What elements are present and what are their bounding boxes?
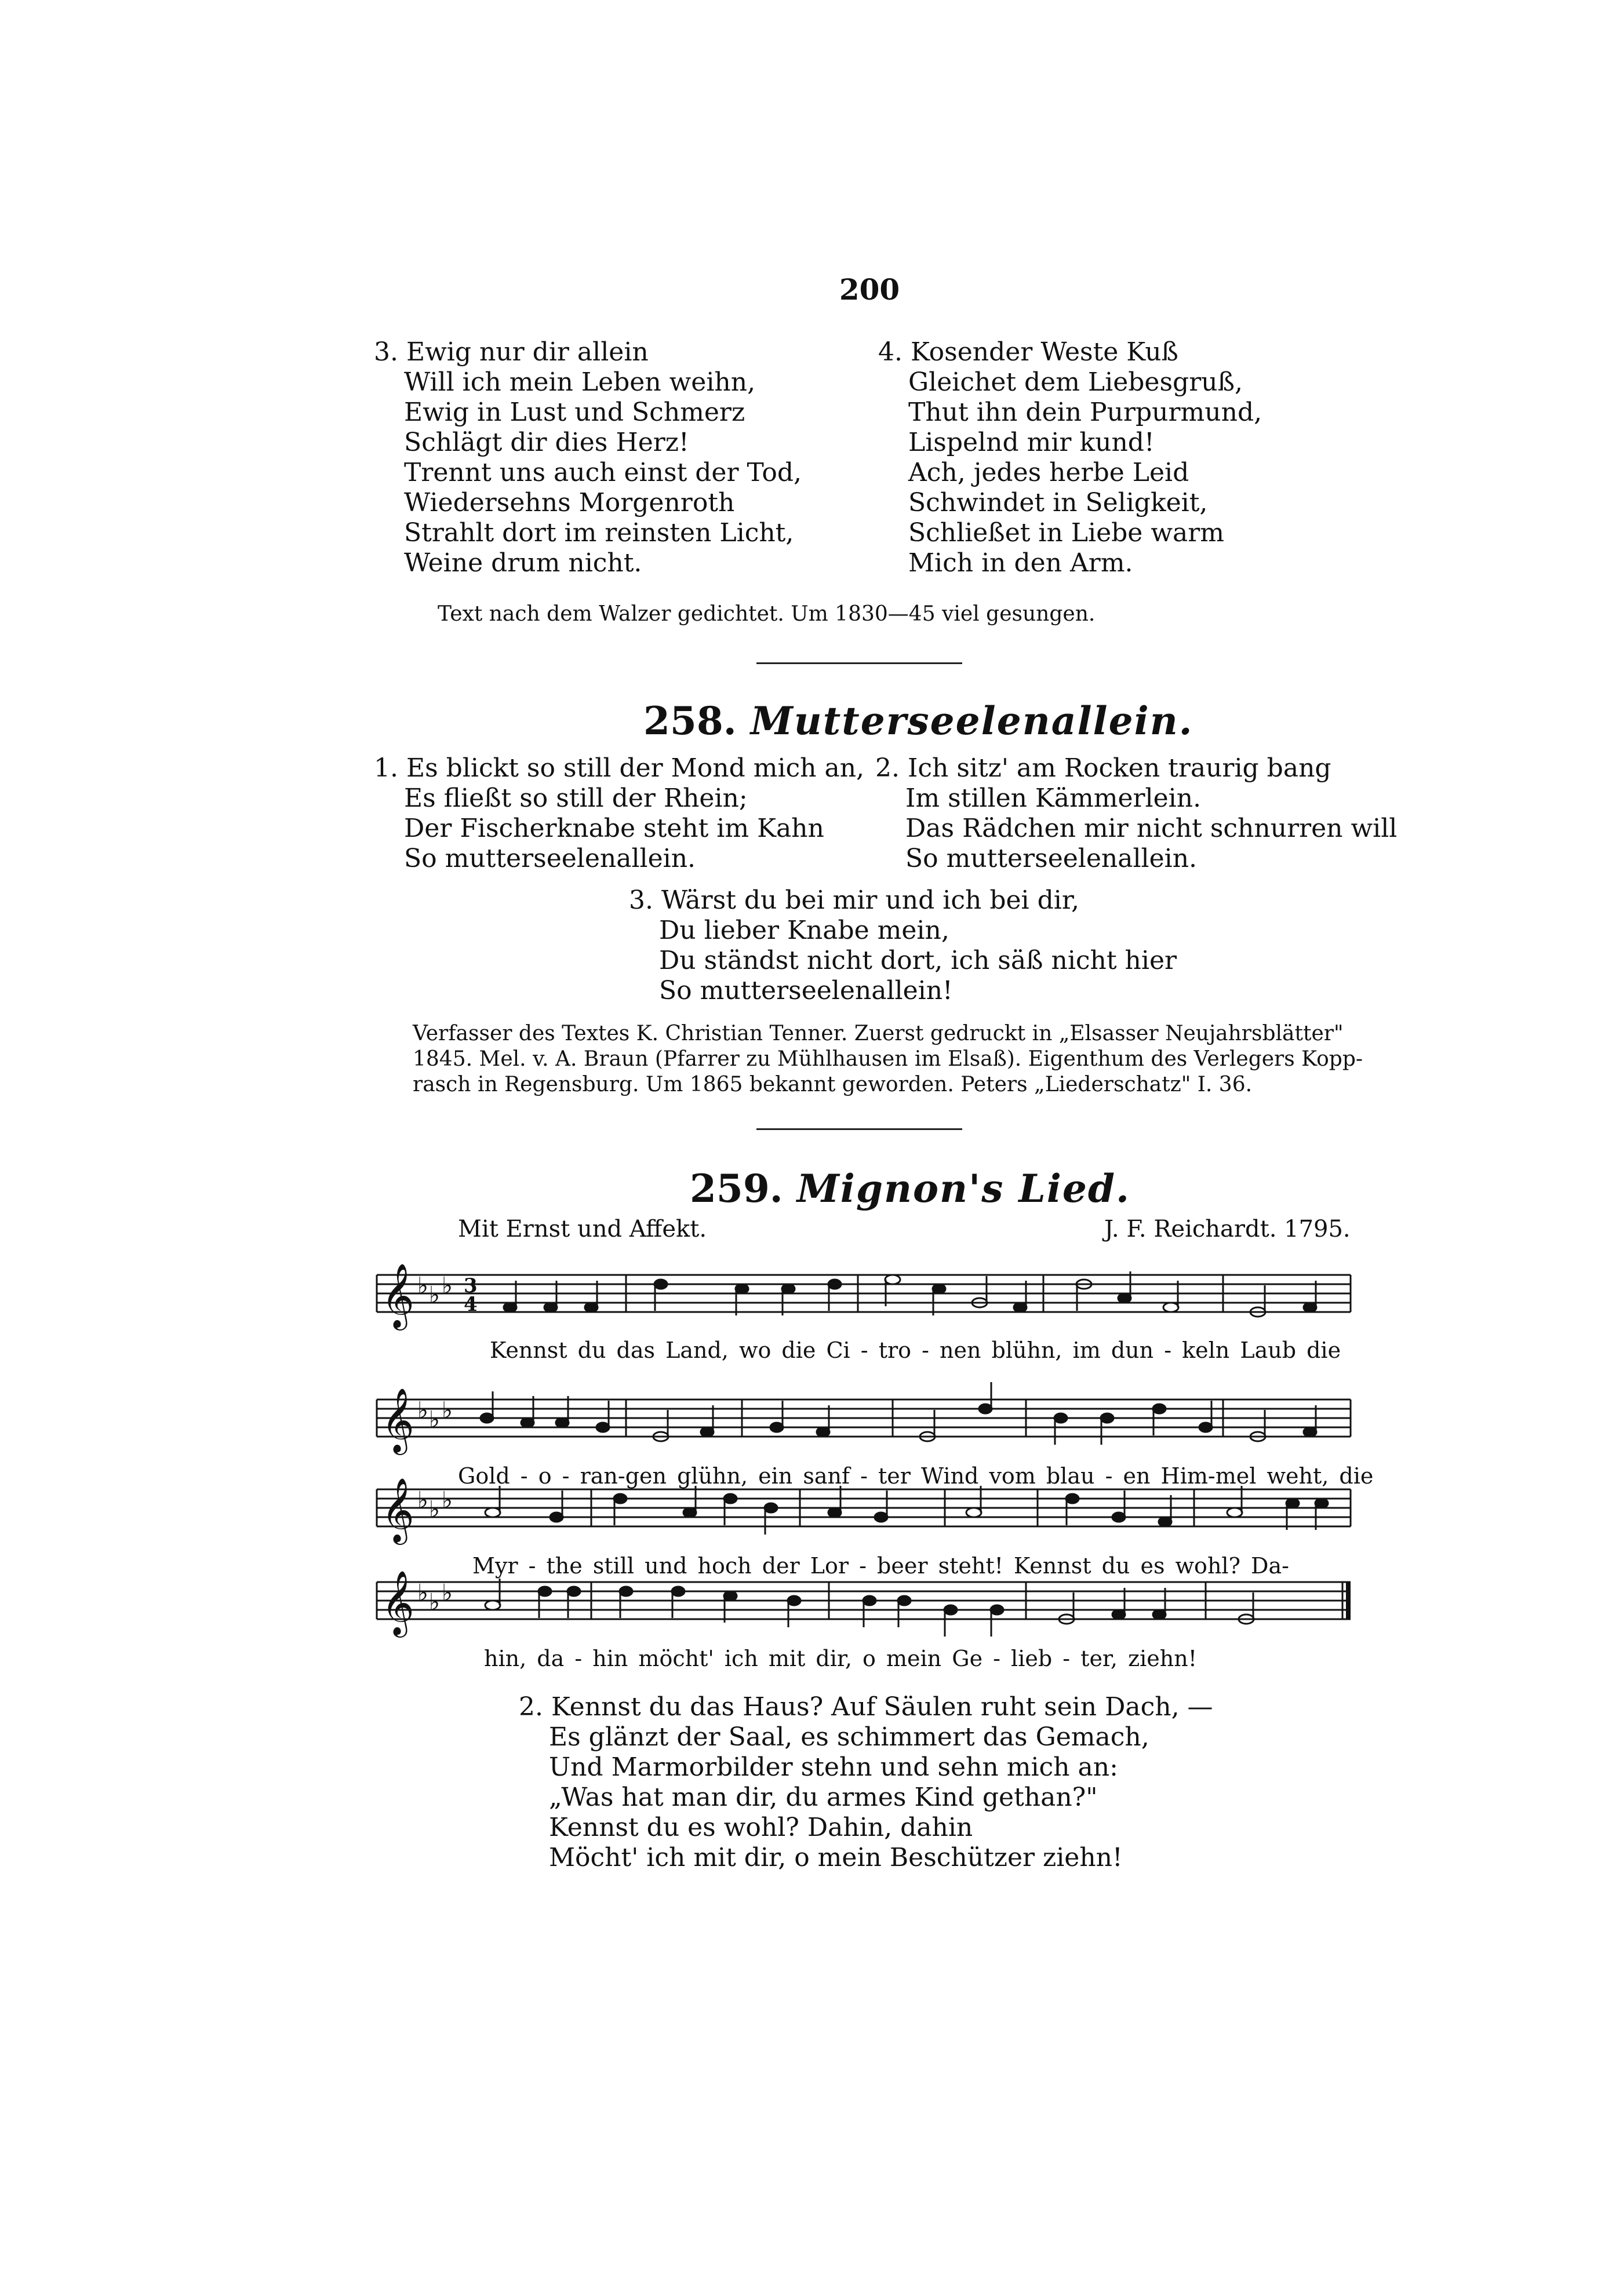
flat-icon: ♭ [442, 1273, 453, 1299]
verse-line: Das Rädchen mir nicht schnurren will [905, 814, 1398, 843]
staff-1-lyrics: Kennst du das Land, wo die Ci - tro - nen blühn, im dun - keln Laub die [490, 1337, 1341, 1363]
verse-line: Im stillen Kämmerlein. [905, 783, 1202, 813]
staff-4-lyrics: hin, da - hin möcht' ich mit dir, o mein Ge - lieb - ter, ziehn! [484, 1646, 1197, 1671]
verse-line: So mutterseelenallein. [905, 844, 1198, 873]
prev-stanza-4 [878, 337, 1262, 578]
verse-line: Du ständst nicht dort, ich säß nicht hier [659, 946, 1177, 975]
song-name: Mignon's Lied. [796, 1166, 1130, 1211]
music-staff-4 [371, 1565, 1356, 1640]
note-line: rasch in Regensburg. Um 1865 bekannt geworden. Peters „Liederschatz" I. 36. [413, 1073, 1253, 1096]
music-staff-1 [371, 1258, 1356, 1333]
treble-clef-icon: 𝄞 [381, 1477, 414, 1542]
verse-line: 3. Wärst du bei mir und ich bei dir, [629, 885, 1080, 915]
verse-line: Es fließt so still der Rhein; [404, 783, 748, 813]
note-line: Verfasser des Textes K. Christian Tenner. Zuerst gedruckt in „Elsasser Neujahrsblätter" [413, 1022, 1344, 1045]
verse-line: Mich in den Arm. [908, 548, 1133, 578]
verse-line: Trennt uns auch einst der Tod, [404, 458, 802, 487]
verse-line: Weine drum nicht. [404, 548, 642, 578]
song-259-title [690, 1166, 1130, 1211]
flat-icon: ♭ [429, 1406, 440, 1433]
note-line: 1845. Mel. v. A. Braun (Pfarrer zu Mühlhausen im Elsaß). Eigenthum des Verlegers Kopp- [413, 1047, 1363, 1071]
verse-line: 1. Es blickt so still der Mond mich an, [374, 753, 865, 783]
verse-line: Und Marmorbilder stehn und sehn mich an: [549, 1752, 1118, 1782]
verse-line: Will ich mein Leben weihn, [404, 367, 756, 397]
song-number: 258. [643, 698, 737, 744]
verse-line: Thut ihn dein Purpurmund, [908, 398, 1262, 427]
flat-icon: ♭ [442, 1580, 453, 1606]
time-signature: 3 [464, 1274, 478, 1298]
verse-line: So mutterseelenallein! [659, 976, 953, 1005]
song-258-stanza-1 [374, 753, 864, 874]
verse-line: Schließet in Liebe warm [908, 518, 1224, 548]
verse-line: Der Fischerknabe steht im Kahn [404, 814, 824, 843]
song-259-stanza-2 [519, 1692, 1213, 1873]
verse-line: Ach, jedes herbe Leid [908, 458, 1189, 487]
verse-line: Möcht' ich mit dir, o mein Beschützer ziehn! [549, 1843, 1123, 1872]
verse-line: Es glänzt der Saal, es schimmert das Gemach, [549, 1722, 1149, 1752]
flat-icon: ♭ [417, 1487, 428, 1514]
divider [756, 662, 962, 664]
flat-icon: ♭ [429, 1282, 440, 1309]
music-staff-2 [371, 1382, 1356, 1457]
verse-line: Schlägt dir dies Herz! [404, 428, 689, 457]
flat-icon: ♭ [429, 1589, 440, 1616]
time-signature: 4 [464, 1293, 478, 1316]
tempo-marking: Mit Ernst und Affekt. [458, 1216, 707, 1242]
treble-clef-icon: 𝄞 [381, 1387, 414, 1452]
verse-line: Kennst du es wohl? Dahin, dahin [549, 1813, 973, 1842]
verse-line: Wiedersehns Morgenroth [404, 488, 735, 517]
flat-icon: ♭ [417, 1580, 428, 1606]
song-258-note [413, 1021, 1363, 1098]
song-258-stanza-3 [629, 885, 1177, 1006]
flat-icon: ♭ [417, 1397, 428, 1424]
flat-icon: ♭ [442, 1487, 453, 1514]
verse-line: Schwindet in Seligkeit, [908, 488, 1208, 517]
song-number: 259. [690, 1166, 783, 1211]
final-barline [1346, 1582, 1351, 1619]
verse-line: 3. Ewig nur dir allein [374, 337, 649, 367]
verse-line: Gleichet dem Liebesgruß, [908, 367, 1243, 397]
flat-icon: ♭ [417, 1273, 428, 1299]
flat-icon: ♭ [442, 1397, 453, 1424]
song-258-stanza-2 [875, 753, 1397, 874]
verse-line: „Was hat man dir, du armes Kind gethan?" [549, 1783, 1098, 1812]
composer: J. F. Reichardt. 1795. [1104, 1216, 1351, 1242]
music-staff-3 [371, 1472, 1356, 1547]
prev-stanza-3 [374, 337, 802, 578]
prev-song-note: Text nach dem Walzer gedichtet. Um 1830—45 viel gesungen. [438, 602, 1096, 626]
page-number: 200 [839, 272, 900, 307]
song-258-title [643, 698, 1193, 744]
verse-line: Lispelnd mir kund! [908, 428, 1155, 457]
song-name: Mutterseelenallein. [750, 698, 1193, 744]
treble-clef-icon: 𝄞 [381, 1570, 414, 1635]
verse-line: Strahlt dort im reinsten Licht, [404, 518, 794, 548]
staff-2-lyrics: Gold - o - ran-gen glühn, ein sanf - ter Wind vom blau - en Him-mel weht, die [458, 1463, 1374, 1489]
verse-line: Ewig in Lust und Schmerz [404, 398, 745, 427]
divider [756, 1128, 962, 1130]
treble-clef-icon: 𝄞 [381, 1263, 414, 1328]
staff-3-lyrics: Myr - the still und hoch der Lor - beer steht! Kennst du es wohl? Da- [472, 1553, 1289, 1579]
verse-line: So mutterseelenallein. [404, 844, 696, 873]
verse-line: 2. Ich sitz' am Rocken traurig bang [875, 753, 1331, 783]
verse-line: 4. Kosender Weste Kuß [878, 337, 1178, 367]
verse-line: Du lieber Knabe mein, [659, 916, 949, 945]
flat-icon: ♭ [429, 1496, 440, 1523]
verse-line: 2. Kennst du das Haus? Auf Säulen ruht sein Dach, — [519, 1692, 1213, 1722]
